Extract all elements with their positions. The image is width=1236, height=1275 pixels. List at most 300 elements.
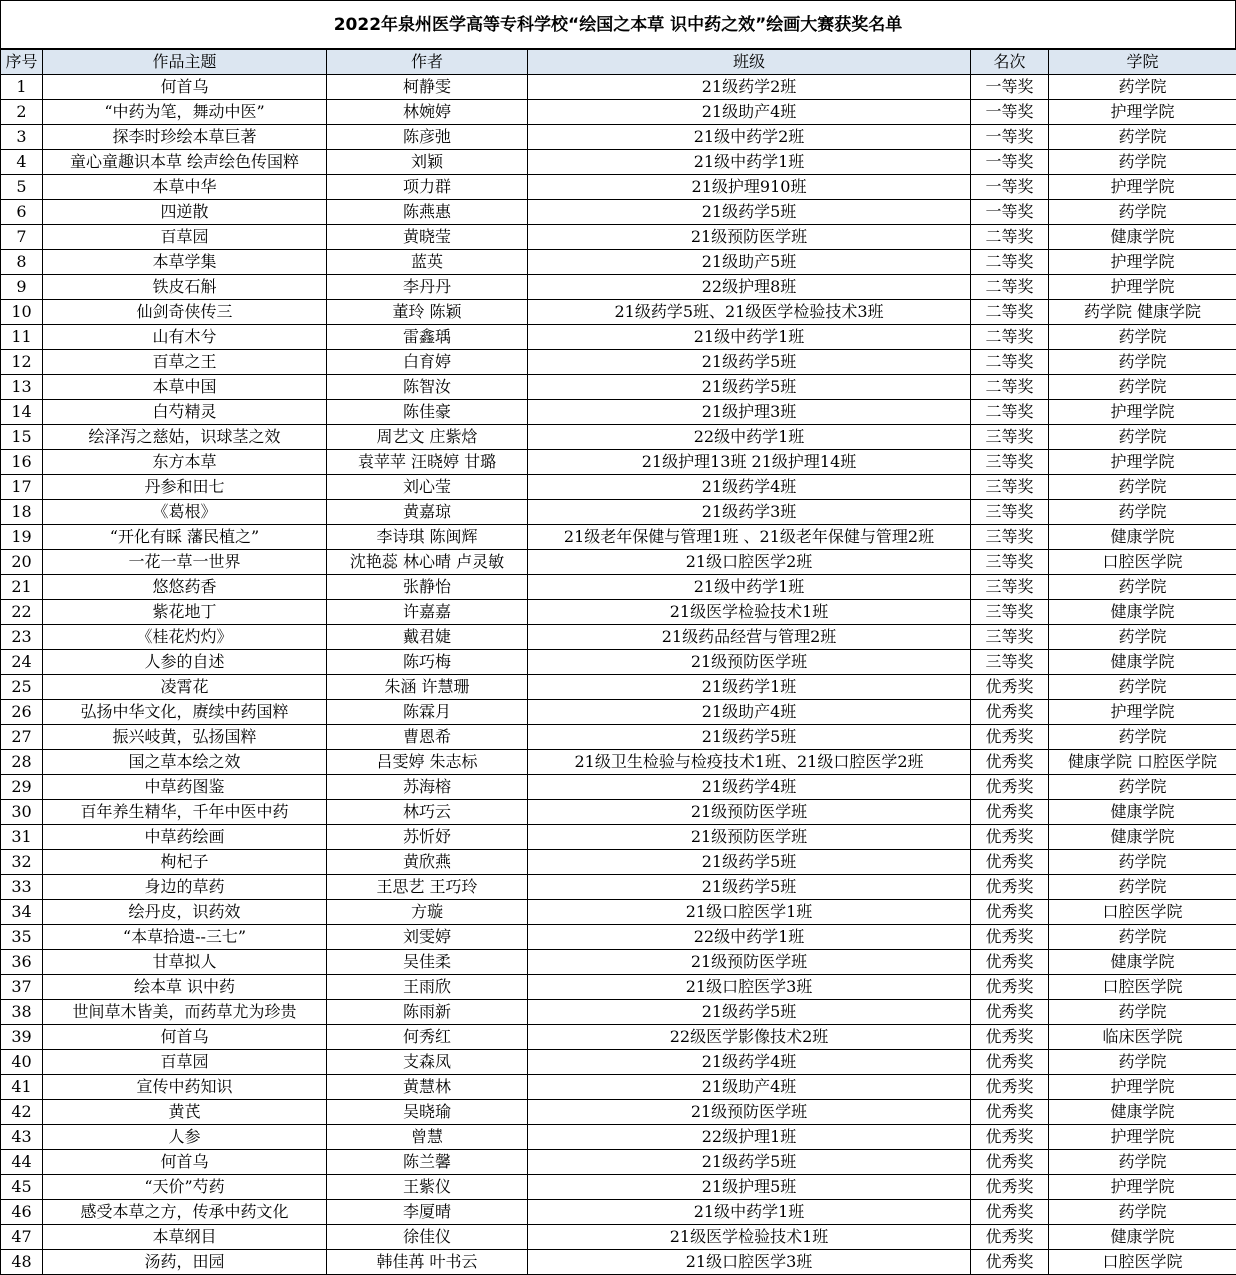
header-work-title[interactable]: 作品主题 [43,50,327,75]
cell-class[interactable]: 21级药学3班 [528,500,971,525]
cell-work-title[interactable]: 本草纲目 [43,1225,327,1250]
cell-author[interactable]: 王雨欣 [327,975,528,1000]
cell-index[interactable]: 18 [1,500,43,525]
cell-class[interactable]: 22级护理1班 [528,1125,971,1150]
cell-author[interactable]: 项力群 [327,175,528,200]
cell-college[interactable]: 药学院 [1049,1150,1236,1175]
cell-college[interactable]: 药学院 [1049,875,1236,900]
cell-work-title[interactable]: 人参 [43,1125,327,1150]
cell-work-title[interactable]: 宣传中药知识 [43,1075,327,1100]
cell-work-title[interactable]: 百草园 [43,1050,327,1075]
cell-index[interactable]: 43 [1,1125,43,1150]
cell-class[interactable]: 21级药品经营与管理2班 [528,625,971,650]
cell-college[interactable]: 药学院 [1049,625,1236,650]
cell-class[interactable]: 21级药学4班 [528,1050,971,1075]
cell-work-title[interactable]: 身边的草药 [43,875,327,900]
cell-rank[interactable]: 二等奖 [971,375,1049,400]
cell-author[interactable]: 李诗琪 陈闽辉 [327,525,528,550]
cell-rank[interactable]: 优秀奖 [971,900,1049,925]
cell-work-title[interactable]: 四逆散 [43,200,327,225]
cell-class[interactable]: 21级护理5班 [528,1175,971,1200]
cell-rank[interactable]: 二等奖 [971,250,1049,275]
table-row [1,100,1236,125]
cell-class[interactable]: 21级中药学1班 [528,575,971,600]
header-class[interactable]: 班级 [528,50,971,75]
table-row [1,675,1236,700]
cell-class[interactable]: 21级助产4班 [528,1075,971,1100]
cell-college[interactable]: 药学院 [1049,150,1236,175]
cell-class[interactable]: 21级药学1班 [528,675,971,700]
cell-class[interactable]: 21级预防医学班 [528,650,971,675]
cell-rank[interactable]: 三等奖 [971,450,1049,475]
cell-author[interactable]: 陈霖月 [327,700,528,725]
cell-college[interactable]: 口腔医学院 [1049,550,1236,575]
cell-author[interactable]: 许嘉嘉 [327,600,528,625]
cell-work-title[interactable]: 本草学集 [43,250,327,275]
cell-class[interactable]: 21级护理3班 [528,400,971,425]
cell-author[interactable]: 刘颖 [327,150,528,175]
cell-rank[interactable]: 二等奖 [971,325,1049,350]
cell-work-title[interactable]: 绘泽泻之慈姑，识球茎之效 [43,425,327,450]
cell-college[interactable]: 药学院 [1049,675,1236,700]
cell-rank[interactable]: 一等奖 [971,150,1049,175]
cell-class[interactable]: 21级口腔医学1班 [528,900,971,925]
cell-author[interactable]: 陈兰馨 [327,1150,528,1175]
cell-rank[interactable]: 优秀奖 [971,1050,1049,1075]
cell-college[interactable]: 药学院 [1049,325,1236,350]
cell-author[interactable]: 董玲 陈颖 [327,300,528,325]
cell-rank[interactable]: 优秀奖 [971,800,1049,825]
cell-class[interactable]: 21级预防医学班 [528,800,971,825]
cell-college[interactable]: 护理学院 [1049,1175,1236,1200]
cell-index[interactable]: 15 [1,425,43,450]
cell-index[interactable]: 19 [1,525,43,550]
cell-class[interactable]: 21级医学检验技术1班 [528,600,971,625]
cell-index[interactable]: 33 [1,875,43,900]
cell-index[interactable]: 37 [1,975,43,1000]
cell-college[interactable]: 药学院 [1049,200,1236,225]
cell-college[interactable]: 药学院 [1049,850,1236,875]
cell-author[interactable]: 袁苹苹 汪晓婷 甘璐 [327,450,528,475]
cell-index[interactable]: 16 [1,450,43,475]
cell-author[interactable]: 韩佳苒 叶书云 [327,1250,528,1275]
cell-class[interactable]: 21级中药学1班 [528,325,971,350]
cell-college[interactable]: 口腔医学院 [1049,1250,1236,1275]
cell-index[interactable]: 40 [1,1050,43,1075]
cell-rank[interactable]: 三等奖 [971,475,1049,500]
cell-author[interactable]: 刘雯婷 [327,925,528,950]
cell-class[interactable]: 21级助产5班 [528,250,971,275]
cell-author[interactable]: 陈智汝 [327,375,528,400]
cell-work-title[interactable]: 《葛根》 [43,500,327,525]
cell-work-title[interactable]: 中草药绘画 [43,825,327,850]
cell-index[interactable]: 46 [1,1200,43,1225]
cell-rank[interactable]: 优秀奖 [971,1250,1049,1275]
cell-college[interactable]: 健康学院 [1049,600,1236,625]
cell-index[interactable]: 41 [1,1075,43,1100]
cell-rank[interactable]: 优秀奖 [971,1000,1049,1025]
cell-rank[interactable]: 一等奖 [971,75,1049,100]
cell-class[interactable]: 22级中药学1班 [528,425,971,450]
cell-index[interactable]: 1 [1,75,43,100]
cell-work-title[interactable]: 黄芪 [43,1100,327,1125]
cell-author[interactable]: 吴佳柔 [327,950,528,975]
cell-author[interactable]: 王紫仪 [327,1175,528,1200]
cell-college[interactable]: 药学院 [1049,75,1236,100]
cell-work-title[interactable]: 感受本草之方，传承中药文化 [43,1200,327,1225]
cell-author[interactable]: 黄嘉琼 [327,500,528,525]
cell-index[interactable]: 45 [1,1175,43,1200]
cell-rank[interactable]: 二等奖 [971,350,1049,375]
cell-college[interactable]: 健康学院 [1049,950,1236,975]
cell-author[interactable]: 陈雨新 [327,1000,528,1025]
cell-author[interactable]: 吕雯婷 朱志标 [327,750,528,775]
cell-college[interactable]: 护理学院 [1049,275,1236,300]
cell-index[interactable]: 7 [1,225,43,250]
cell-college[interactable]: 药学院 [1049,1050,1236,1075]
cell-college[interactable]: 护理学院 [1049,400,1236,425]
cell-college[interactable]: 健康学院 口腔医学院 [1049,750,1236,775]
cell-work-title[interactable]: 世间草木皆美，而药草尤为珍贵 [43,1000,327,1025]
cell-class[interactable]: 21级中药学1班 [528,1200,971,1225]
cell-index[interactable]: 13 [1,375,43,400]
cell-work-title[interactable]: 枸杞子 [43,850,327,875]
cell-rank[interactable]: 优秀奖 [971,950,1049,975]
header-index[interactable]: 序号 [1,50,43,75]
cell-index[interactable]: 14 [1,400,43,425]
cell-class[interactable]: 21级口腔医学3班 [528,1250,971,1275]
cell-rank[interactable]: 优秀奖 [971,925,1049,950]
cell-author[interactable]: 方璇 [327,900,528,925]
cell-work-title[interactable]: 人参的自述 [43,650,327,675]
cell-class[interactable]: 21级中药学1班 [528,150,971,175]
cell-work-title[interactable]: 探李时珍绘本草巨著 [43,125,327,150]
cell-rank[interactable]: 优秀奖 [971,1125,1049,1150]
cell-author[interactable]: 雷鑫瑀 [327,325,528,350]
cell-work-title[interactable]: 童心童趣识本草 绘声绘色传国粹 [43,150,327,175]
cell-college[interactable]: 临床医学院 [1049,1025,1236,1050]
cell-rank[interactable]: 一等奖 [971,175,1049,200]
cell-class[interactable]: 21级预防医学班 [528,950,971,975]
cell-class[interactable]: 21级药学5班 [528,350,971,375]
cell-author[interactable]: 白育婷 [327,350,528,375]
cell-index[interactable]: 4 [1,150,43,175]
cell-author[interactable]: 黄欣燕 [327,850,528,875]
cell-class[interactable]: 21级预防医学班 [528,1100,971,1125]
cell-index[interactable]: 44 [1,1150,43,1175]
table-row [1,500,1236,525]
cell-college[interactable]: 健康学院 [1049,1225,1236,1250]
cell-index[interactable]: 10 [1,300,43,325]
cell-author[interactable]: 曹恩希 [327,725,528,750]
cell-author[interactable]: 陈巧梅 [327,650,528,675]
cell-work-title[interactable]: 丹参和田七 [43,475,327,500]
cell-author[interactable]: 周艺文 庄紫焓 [327,425,528,450]
cell-college[interactable]: 药学院 健康学院 [1049,300,1236,325]
cell-college[interactable]: 健康学院 [1049,525,1236,550]
cell-rank[interactable]: 二等奖 [971,300,1049,325]
cell-class[interactable]: 21级药学4班 [528,475,971,500]
cell-rank[interactable]: 三等奖 [971,425,1049,450]
cell-college[interactable]: 药学院 [1049,375,1236,400]
cell-author[interactable]: 朱涵 许慧珊 [327,675,528,700]
cell-class[interactable]: 21级药学4班 [528,775,971,800]
cell-college[interactable]: 健康学院 [1049,225,1236,250]
cell-class[interactable]: 22级医学影像技术2班 [528,1025,971,1050]
cell-rank[interactable]: 优秀奖 [971,1075,1049,1100]
cell-rank[interactable]: 三等奖 [971,575,1049,600]
cell-class[interactable]: 21级卫生检验与检疫技术1班、21级口腔医学2班 [528,750,971,775]
cell-index[interactable]: 48 [1,1250,43,1275]
cell-college[interactable]: 药学院 [1049,775,1236,800]
cell-college[interactable]: 药学院 [1049,725,1236,750]
cell-work-title[interactable]: “天价”芍药 [43,1175,327,1200]
table-row [1,625,1236,650]
cell-index[interactable]: 20 [1,550,43,575]
cell-author[interactable]: 戴君婕 [327,625,528,650]
cell-work-title[interactable]: 国之草本绘之效 [43,750,327,775]
cell-work-title[interactable]: “开化有睬 藩民植之” [43,525,327,550]
cell-index[interactable]: 9 [1,275,43,300]
cell-index[interactable]: 22 [1,600,43,625]
cell-work-title[interactable]: 白芍精灵 [43,400,327,425]
cell-class[interactable]: 21级口腔医学2班 [528,550,971,575]
cell-work-title[interactable]: 何首乌 [43,1025,327,1050]
cell-rank[interactable]: 优秀奖 [971,1150,1049,1175]
cell-index[interactable]: 6 [1,200,43,225]
cell-rank[interactable]: 优秀奖 [971,700,1049,725]
cell-rank[interactable]: 优秀奖 [971,850,1049,875]
cell-class[interactable]: 21级助产4班 [528,700,971,725]
cell-index[interactable]: 26 [1,700,43,725]
cell-author[interactable]: 何秀红 [327,1025,528,1050]
cell-rank[interactable]: 优秀奖 [971,725,1049,750]
cell-author[interactable]: 李厦晴 [327,1200,528,1225]
cell-work-title[interactable]: “中药为笔，舞动中医” [43,100,327,125]
cell-index[interactable]: 21 [1,575,43,600]
cell-college[interactable]: 药学院 [1049,125,1236,150]
cell-work-title[interactable]: 甘草拟人 [43,950,327,975]
cell-rank[interactable]: 二等奖 [971,225,1049,250]
cell-author[interactable]: 柯静雯 [327,75,528,100]
cell-index[interactable]: 38 [1,1000,43,1025]
cell-rank[interactable]: 三等奖 [971,650,1049,675]
cell-class[interactable]: 21级预防医学班 [528,225,971,250]
header-college[interactable]: 学院 [1049,50,1236,75]
cell-index[interactable]: 31 [1,825,43,850]
cell-work-title[interactable]: 汤药，田园 [43,1250,327,1275]
cell-college[interactable]: 护理学院 [1049,450,1236,475]
cell-index[interactable]: 8 [1,250,43,275]
header-author[interactable]: 作者 [327,50,528,75]
cell-author[interactable]: 陈佳豪 [327,400,528,425]
cell-college[interactable]: 药学院 [1049,1000,1236,1025]
cell-author[interactable]: 蓝英 [327,250,528,275]
cell-class[interactable]: 21级药学5班 [528,725,971,750]
cell-rank[interactable]: 优秀奖 [971,1175,1049,1200]
cell-class[interactable]: 21级老年保健与管理1班 、21级老年保健与管理2班 [528,525,971,550]
cell-work-title[interactable]: 振兴岐黄，弘扬国粹 [43,725,327,750]
cell-class[interactable]: 22级护理8班 [528,275,971,300]
cell-author[interactable]: 李丹丹 [327,275,528,300]
cell-rank[interactable]: 二等奖 [971,400,1049,425]
cell-author[interactable]: 黄晓莹 [327,225,528,250]
cell-college[interactable]: 健康学院 [1049,800,1236,825]
cell-rank[interactable]: 优秀奖 [971,675,1049,700]
cell-index[interactable]: 5 [1,175,43,200]
cell-author[interactable]: 王思艺 王巧玲 [327,875,528,900]
cell-index[interactable]: 3 [1,125,43,150]
cell-class[interactable]: 21级医学检验技术1班 [528,1225,971,1250]
cell-index[interactable]: 27 [1,725,43,750]
cell-work-title[interactable]: “本草拾遗--三七” [43,925,327,950]
cell-author[interactable]: 张静怡 [327,575,528,600]
cell-college[interactable]: 药学院 [1049,1200,1236,1225]
cell-rank[interactable]: 优秀奖 [971,750,1049,775]
cell-rank[interactable]: 三等奖 [971,550,1049,575]
cell-college[interactable]: 护理学院 [1049,1075,1236,1100]
cell-college[interactable]: 护理学院 [1049,100,1236,125]
cell-college[interactable]: 药学院 [1049,425,1236,450]
cell-index[interactable]: 2 [1,100,43,125]
cell-work-title[interactable]: 《桂花灼灼》 [43,625,327,650]
cell-rank[interactable]: 优秀奖 [971,775,1049,800]
cell-author[interactable]: 苏海榕 [327,775,528,800]
cell-index[interactable]: 23 [1,625,43,650]
cell-college[interactable]: 口腔医学院 [1049,900,1236,925]
cell-work-title[interactable]: 本草中华 [43,175,327,200]
cell-rank[interactable]: 一等奖 [971,125,1049,150]
cell-rank[interactable]: 优秀奖 [971,975,1049,1000]
cell-work-title[interactable]: 本草中国 [43,375,327,400]
cell-college[interactable]: 药学院 [1049,350,1236,375]
table-row [1,800,1236,825]
cell-index[interactable]: 24 [1,650,43,675]
cell-author[interactable]: 曾慧 [327,1125,528,1150]
cell-index[interactable]: 36 [1,950,43,975]
cell-class[interactable]: 21级中药学2班 [528,125,971,150]
cell-class[interactable]: 21级药学5班 [528,850,971,875]
cell-author[interactable]: 支森凤 [327,1050,528,1075]
cell-rank[interactable]: 三等奖 [971,600,1049,625]
cell-class[interactable]: 21级药学5班 [528,875,971,900]
cell-college[interactable]: 药学院 [1049,575,1236,600]
cell-class[interactable]: 21级药学5班 [528,1000,971,1025]
cell-work-title[interactable]: 何首乌 [43,1150,327,1175]
cell-index[interactable]: 32 [1,850,43,875]
cell-author[interactable]: 林婉婷 [327,100,528,125]
cell-class[interactable]: 21级助产4班 [528,100,971,125]
cell-author[interactable]: 陈燕惠 [327,200,528,225]
cell-author[interactable]: 林巧云 [327,800,528,825]
cell-index[interactable]: 17 [1,475,43,500]
cell-class[interactable]: 21级药学5班 [528,200,971,225]
cell-rank[interactable]: 三等奖 [971,525,1049,550]
cell-work-title[interactable]: 悠悠药香 [43,575,327,600]
cell-rank[interactable]: 一等奖 [971,100,1049,125]
cell-work-title[interactable]: 百年养生精华，千年中医中药 [43,800,327,825]
cell-class[interactable]: 21级口腔医学3班 [528,975,971,1000]
cell-index[interactable]: 42 [1,1100,43,1125]
cell-index[interactable]: 12 [1,350,43,375]
cell-rank[interactable]: 三等奖 [971,500,1049,525]
cell-index[interactable]: 39 [1,1025,43,1050]
cell-work-title[interactable]: 铁皮石斛 [43,275,327,300]
cell-rank[interactable]: 优秀奖 [971,1025,1049,1050]
cell-class[interactable]: 21级药学5班 [528,1150,971,1175]
cell-college[interactable]: 药学院 [1049,500,1236,525]
cell-work-title[interactable]: 凌霄花 [43,675,327,700]
cell-index[interactable]: 25 [1,675,43,700]
cell-rank[interactable]: 三等奖 [971,625,1049,650]
cell-college[interactable]: 健康学院 [1049,825,1236,850]
cell-work-title[interactable]: 山有木兮 [43,325,327,350]
cell-class[interactable]: 21级药学5班 [528,375,971,400]
cell-rank[interactable]: 一等奖 [971,200,1049,225]
cell-work-title[interactable]: 绘丹皮，识药效 [43,900,327,925]
cell-college[interactable]: 健康学院 [1049,650,1236,675]
cell-college[interactable]: 护理学院 [1049,250,1236,275]
cell-author[interactable]: 黄慧林 [327,1075,528,1100]
cell-index[interactable]: 47 [1,1225,43,1250]
cell-college[interactable]: 药学院 [1049,475,1236,500]
cell-index[interactable]: 35 [1,925,43,950]
cell-class[interactable]: 21级药学2班 [528,75,971,100]
cell-author[interactable]: 刘心莹 [327,475,528,500]
cell-work-title[interactable]: 何首乌 [43,75,327,100]
cell-work-title[interactable]: 一花一草一世界 [43,550,327,575]
cell-author[interactable]: 沈艳蕊 林心晴 卢灵敏 [327,550,528,575]
cell-author[interactable]: 陈彦弛 [327,125,528,150]
cell-class[interactable]: 21级预防医学班 [528,825,971,850]
cell-work-title[interactable]: 绘本草 识中药 [43,975,327,1000]
cell-work-title[interactable]: 中草药图鉴 [43,775,327,800]
header-rank[interactable]: 名次 [971,50,1049,75]
cell-class[interactable]: 21级护理910班 [528,175,971,200]
cell-rank[interactable]: 优秀奖 [971,875,1049,900]
cell-index[interactable]: 29 [1,775,43,800]
cell-class[interactable]: 21级药学5班、21级医学检验技术3班 [528,300,971,325]
cell-college[interactable]: 护理学院 [1049,1125,1236,1150]
cell-college[interactable]: 口腔医学院 [1049,975,1236,1000]
cell-work-title[interactable]: 仙剑奇侠传三 [43,300,327,325]
cell-college[interactable]: 药学院 [1049,925,1236,950]
cell-college[interactable]: 护理学院 [1049,175,1236,200]
cell-author[interactable]: 苏忻妤 [327,825,528,850]
cell-index[interactable]: 28 [1,750,43,775]
cell-index[interactable]: 34 [1,900,43,925]
cell-college[interactable]: 护理学院 [1049,700,1236,725]
cell-rank[interactable]: 优秀奖 [971,1100,1049,1125]
cell-author[interactable]: 徐佳仪 [327,1225,528,1250]
cell-class[interactable]: 21级护理13班 21级护理14班 [528,450,971,475]
cell-rank[interactable]: 优秀奖 [971,1225,1049,1250]
cell-rank[interactable]: 优秀奖 [971,1200,1049,1225]
cell-rank[interactable]: 优秀奖 [971,825,1049,850]
cell-index[interactable]: 11 [1,325,43,350]
cell-work-title[interactable]: 百草之王 [43,350,327,375]
cell-author[interactable]: 吴晓瑜 [327,1100,528,1125]
table-row [1,1100,1236,1125]
cell-rank[interactable]: 二等奖 [971,275,1049,300]
cell-index[interactable]: 30 [1,800,43,825]
cell-work-title[interactable]: 百草园 [43,225,327,250]
cell-work-title[interactable]: 东方本草 [43,450,327,475]
cell-class[interactable]: 22级中药学1班 [528,925,971,950]
cell-college[interactable]: 健康学院 [1049,1100,1236,1125]
cell-work-title[interactable]: 弘扬中华文化，赓续中药国粹 [43,700,327,725]
cell-work-title[interactable]: 紫花地丁 [43,600,327,625]
